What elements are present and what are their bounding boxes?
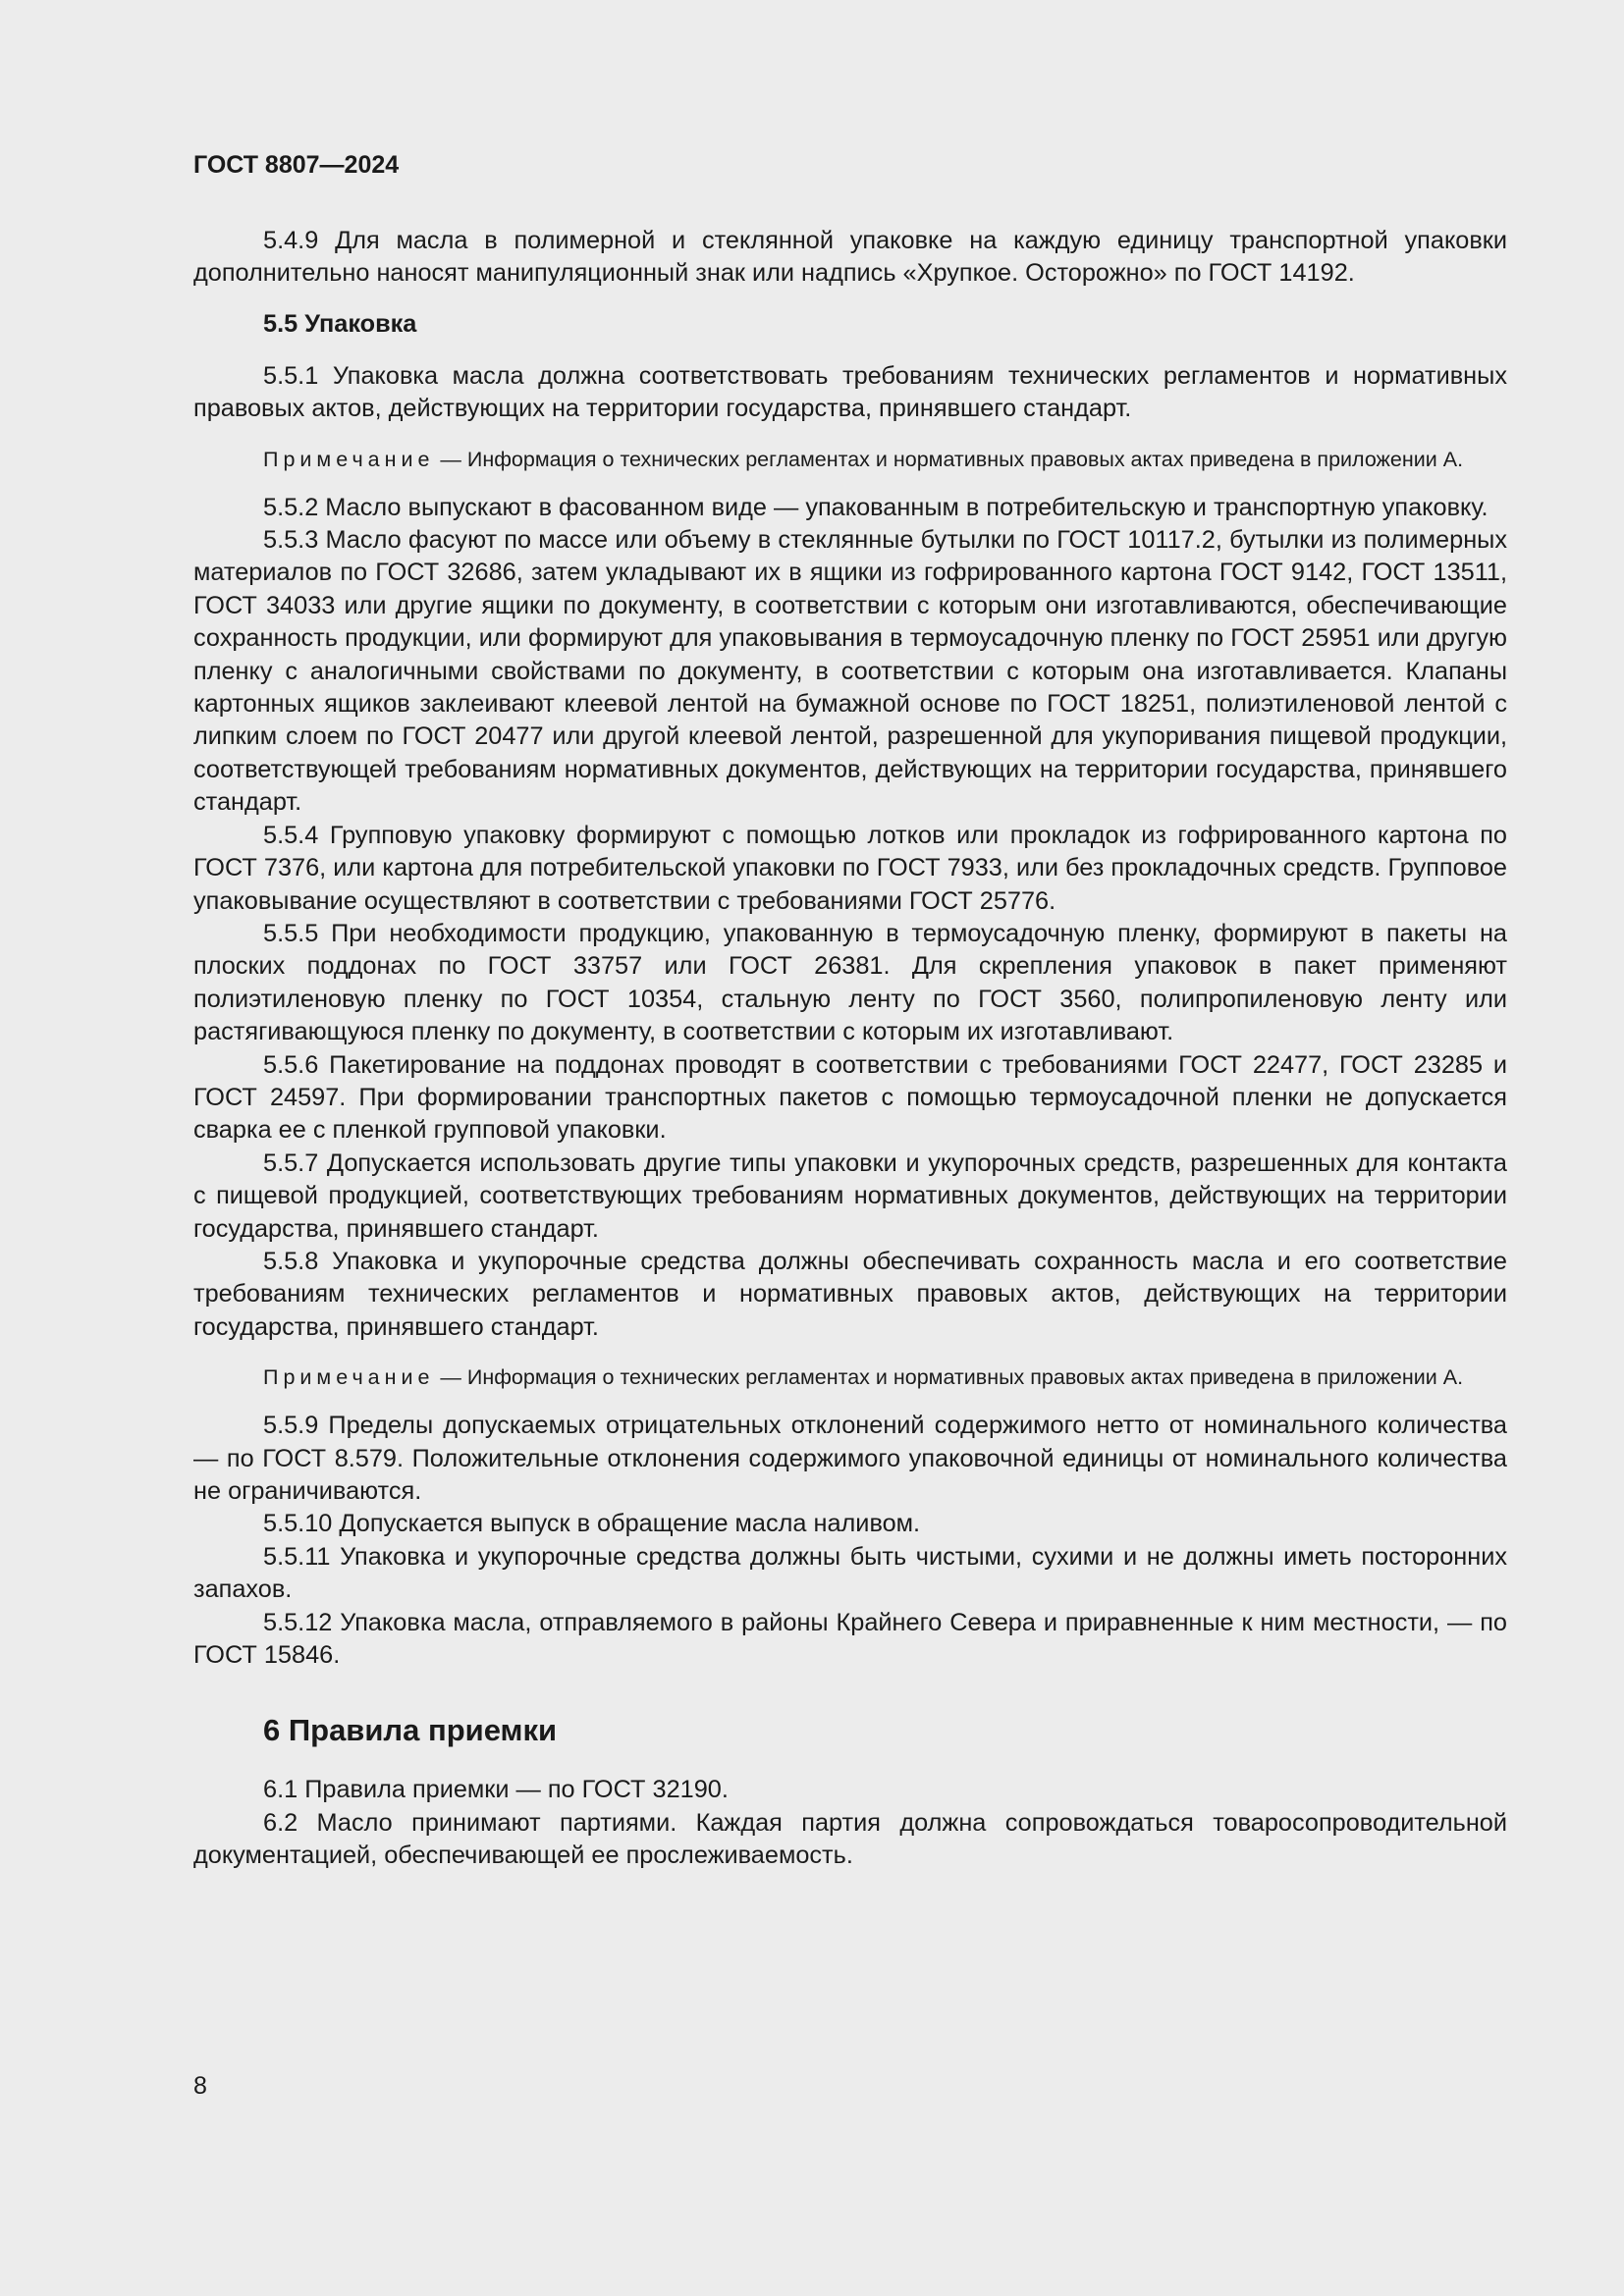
clause-5-4-9: 5.4.9 Для масла в полимерной и стеклянной упаковке на каждую единицу транспортной упаковки дополнительно наносят манипуляционный знак или надпись «Хрупкое. Осторожно» по ГОСТ 14192. <box>193 227 1507 288</box>
clause-5-5-7: 5.5.7 Допускается использовать другие типы упаковки и укупорочных средств, разрешенных для контакта с пищевой продукцией, соответствующих требованиям нормативных документов, действующих на территории государства, принявшего стандарт. <box>193 1148 1507 1243</box>
note-block <box>193 444 1507 476</box>
clause-5-5-8: 5.5.8 Упаковка и укупорочные средства должны обеспечивать сохранность масла и его соответствие требованиям технических регламентов и нормативных правовых актов, действующих на территории государства, принявшего стандарт. <box>193 1247 1507 1341</box>
clause-5-5-4: 5.5.4 Групповую упаковку формируют с помощью лотков или прокладок из гофрированного картона по ГОСТ 7376, или картона для потребительской упаковки по ГОСТ 7933, или без прокладочных средств. Групповое упаковывание осуществляют в соответствии с требованиями ГОСТ 25776. <box>193 821 1507 915</box>
document-page <box>193 145 1507 1873</box>
clause-5-5-3: 5.5.3 Масло фасуют по массе или объему в стеклянные бутылки по ГОСТ 10117.2, бутылки из полимерных материалов по ГОСТ 32686, затем укладывают их в ящики из гофрированного картона ГОСТ 9142, ГОСТ 13511, ГОСТ 34033 или другие ящики по документу, в соответствии с которым они изготавливаются, обеспечивающие сохранность продукции, или формируют для упаковывания в термоусадочную пленку по ГОСТ 25951 или другую пленку с аналогичными свойствами по документу, в соответствии с которым она изготавливается. Клапаны картонных ящиков заклеивают клеевой лентой на бумажной основе по ГОСТ 18251, полиэтиленовой лентой с липким слоем по ГОСТ 20477 или другой клеевой лентой, разрешенной для укупоривания пищевой продукции, соответствующей требованиям нормативных документов, действующих на территории государства, принявшего стандарт. <box>193 526 1507 817</box>
clause-5-5-12: 5.5.12 Упаковка масла, отправляемого в районы Крайнего Севера и приравненные к ним местности, — по ГОСТ 15846. <box>193 1608 1507 1670</box>
clause-6-2: 6.2 Масло принимают партиями. Каждая партия должна сопровождаться товаросопроводительной документацией, обеспечивающей ее прослеживаемость. <box>193 1808 1507 1870</box>
note-block <box>193 1362 1507 1394</box>
clause-5-5-1: 5.5.1 Упаковка масла должна соответствовать требованиям технических регламентов и нормативных правовых актов, действующих на территории государства, принявшего стандарт. <box>193 361 1507 423</box>
subsection-heading-5-5: 5.5 Упаковка <box>263 309 417 338</box>
note-text: — Информация о технических регламентах и нормативных правовых актах приведена в приложении А. <box>434 447 1464 471</box>
note-text: — Информация о технических регламентах и нормативных правовых актах приведена в приложении А. <box>434 1365 1464 1390</box>
clause-6-1: 6.1 Правила приемки — по ГОСТ 32190. <box>263 1776 729 1804</box>
section-heading-6: 6 Правила приемки <box>263 1713 558 1748</box>
page-number: 8 <box>193 2072 207 2100</box>
clause-5-5-11: 5.5.11 Упаковка и укупорочные средства должны быть чистыми, сухими и не должны иметь посторонних запахов. <box>193 1542 1507 1604</box>
note-label: Примечание <box>263 1365 435 1390</box>
document-header-title: ГОСТ 8807—2024 <box>193 151 400 179</box>
clause-5-5-10: 5.5.10 Допускается выпуск в обращение масла наливом. <box>263 1510 921 1538</box>
clause-5-5-6: 5.5.6 Пакетирование на поддонах проводят в соответствии с требованиями ГОСТ 22477, ГОСТ 23285 и ГОСТ 24597. При формировании транспортных пакетов с помощью термоусадочной пленки не допускается сварка ее с пленкой групповой упаковки. <box>193 1050 1507 1145</box>
clause-5-5-5: 5.5.5 При необходимости продукцию, упакованную в термоусадочную пленку, формируют в пакеты на плоских поддонах по ГОСТ 33757 или ГОСТ 26381. Для скрепления упаковок в пакет применяют полиэтиленовую пленку по ГОСТ 10354, стальную ленту по ГОСТ 3560, полипропиленовую ленту или растягивающуюся пленку по документу, в соответствии с которым их изготавливают. <box>193 919 1507 1046</box>
clause-5-5-9: 5.5.9 Пределы допускаемых отрицательных отклонений содержимого нетто от номинального количества — по ГОСТ 8.579. Положительные отклонения содержимого упаковочной единицы от номинального количества не ограничиваются. <box>193 1412 1507 1505</box>
note-label: Примечание <box>263 447 435 471</box>
clause-5-5-2: 5.5.2 Масло выпускают в фасованном виде — упакованным в потребительскую и транспортную упаковку. <box>263 493 1489 521</box>
